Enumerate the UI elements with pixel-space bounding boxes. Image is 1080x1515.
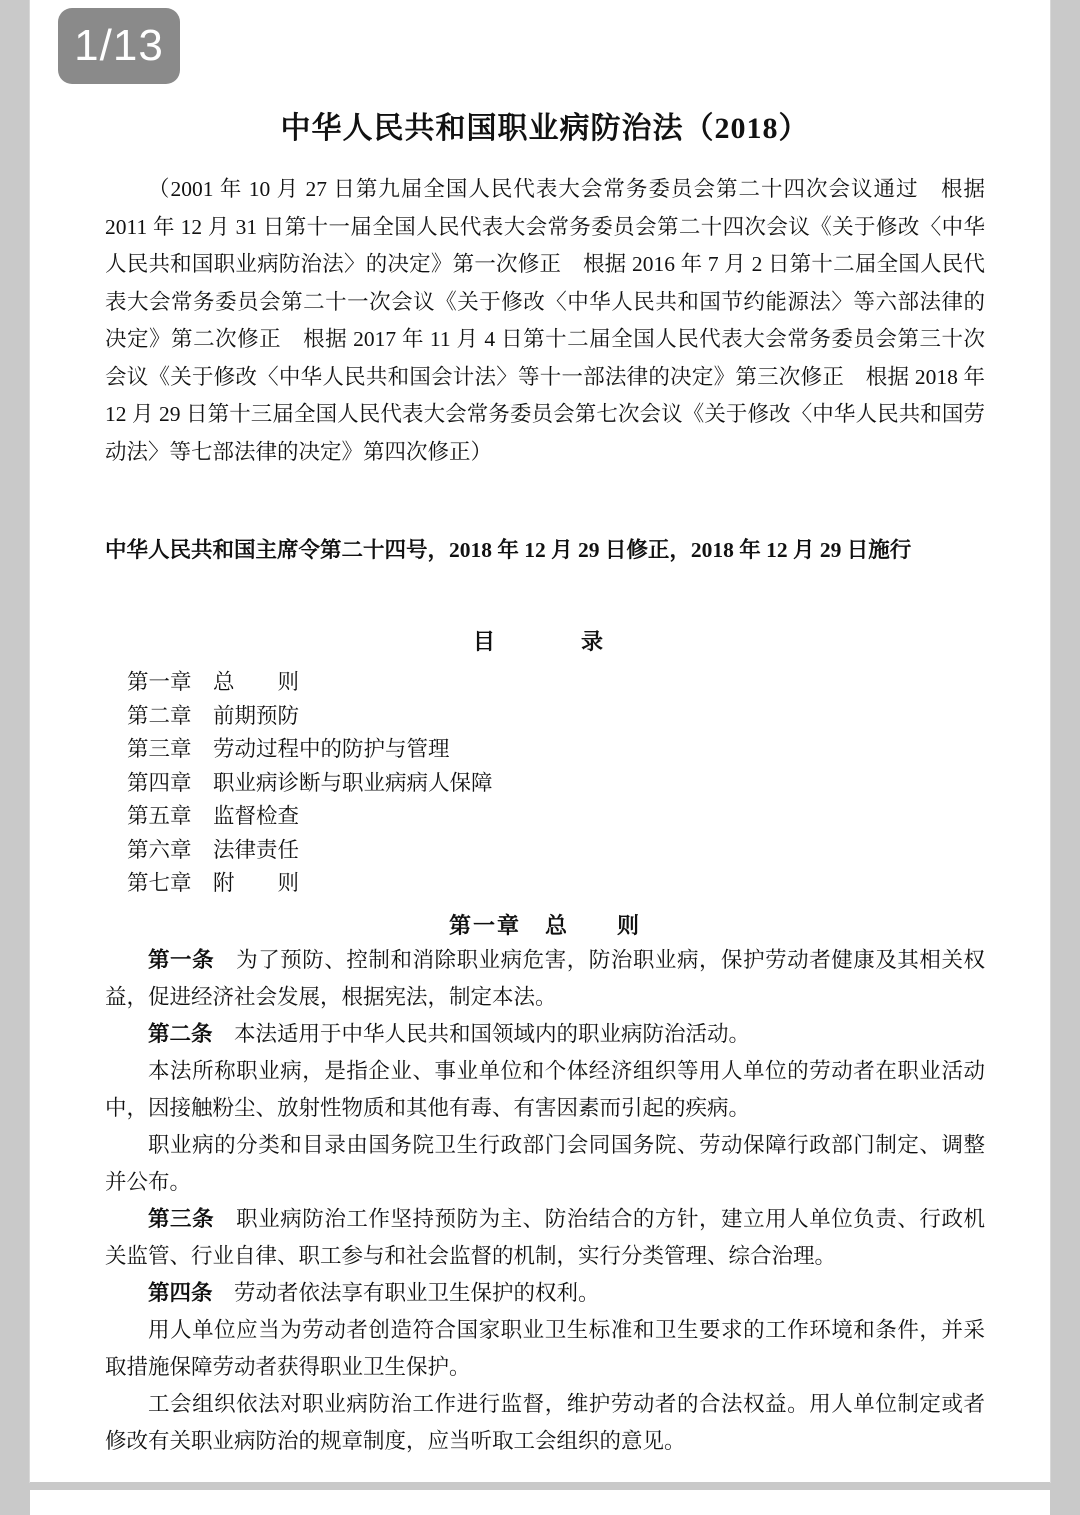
body-paragraph: 本法所称职业病，是指企业、事业单位和个体经济组织等用人单位的劳动者在职业活动中，因接触粉尘、放射性物质和其他有毒、有害因素而引起的疾病。 — [105, 1058, 985, 1120]
toc-heading: 目 录 — [472, 629, 617, 654]
toc-item[interactable]: 第五章 监督检查 — [127, 804, 300, 828]
toc-item[interactable]: 第一章 总 则 — [127, 670, 300, 694]
document-content — [105, 95, 985, 1460]
article-label: 第四条 — [148, 1280, 213, 1305]
preamble-paragraph: （2001 年 10 月 27 日第九届全国人民代表大会常务委员会第二十四次会议通过 根据 2011 年 12 月 31 日第十一届全国人民代表大会常务委员会第二十四次会议《关于修改〈中华人民共和国职业病防治法〉的决定》第一次修正 根据 2016 年 7 月 2 日第十二届全国人民代表大会常务委员会第二十一次会议《关于修改〈中华人民共和国节约能源法〉等六部法律的决定》第二次修正 根据 2017 年 11 月 4 日第十二届全国人民代表大会常务委员会第三十次会议《关于修改〈中华人民共和国会计法〉等十一部法律的决定》第三次修正 根据 2018 年 12 月 29 日第十三届全国人民代表大会常务委员会第七次会议《关于修改〈中华人民共和国劳动法〉等七部法律的决定》第四次修正） — [105, 177, 985, 464]
article-text: 职业病防治工作坚持预防为主、防治结合的方针，建立用人单位负责、行政机关监管、行业自律、职工参与和社会监督的机制，实行分类管理、综合治理。 — [105, 1206, 985, 1268]
page-title: 中华人民共和国职业病防治法（2018） — [280, 112, 810, 145]
decree-line: 中华人民共和国主席令第二十四号，2018 年 12 月 29 日修正，2018 年 12 月 29 日施行 — [105, 538, 912, 562]
toc-item[interactable]: 第四章 职业病诊断与职业病病人保障 — [127, 770, 493, 795]
article-item — [105, 942, 985, 1016]
article-label: 第三条 — [148, 1206, 215, 1231]
page-separator — [30, 1482, 1050, 1490]
article-item — [105, 1201, 985, 1275]
body-paragraph: 工会组织依法对职业病防治工作进行监督，维护劳动者的合法权益。用人单位制定或者修改有关职业病防治的规章制度，应当听取工会组织的意见。 — [105, 1391, 985, 1453]
toc-item[interactable]: 第三章 劳动过程中的防护与管理 — [127, 737, 450, 761]
article-text: 为了预防、控制和消除职业病危害，防治职业病，保护劳动者健康及其相关权益，促进经济社会发展，根据宪法，制定本法。 — [105, 947, 985, 1009]
article-text: 劳动者依法享有职业卫生保护的权利。 — [212, 1280, 600, 1305]
table-of-contents — [105, 666, 985, 901]
chapter-heading: 第一章 总 则 — [448, 912, 641, 938]
next-document-page — [30, 1490, 1050, 1515]
articles-block — [105, 942, 985, 1460]
article-item — [105, 1275, 985, 1312]
page-indicator[interactable]: 1/13 — [58, 8, 180, 84]
document-page — [30, 0, 1050, 1482]
toc-item[interactable]: 第六章 法律责任 — [127, 837, 300, 862]
article-label: 第一条 — [148, 947, 215, 972]
body-paragraph: 职业病的分类和目录由国务院卫生行政部门会同国务院、劳动保障行政部门制定、调整并公布。 — [105, 1132, 985, 1194]
toc-item[interactable]: 第二章 前期预防 — [127, 703, 300, 728]
body-paragraph: 用人单位应当为劳动者创造符合国家职业卫生标准和卫生要求的工作环境和条件，并采取措施保障劳动者获得职业卫生保护。 — [105, 1317, 985, 1379]
article-text: 本法适用于中华人民共和国领域内的职业病防治活动。 — [212, 1021, 751, 1046]
article-label: 第二条 — [148, 1021, 213, 1046]
toc-item[interactable]: 第七章 附 则 — [127, 871, 300, 895]
article-item — [105, 1016, 985, 1053]
